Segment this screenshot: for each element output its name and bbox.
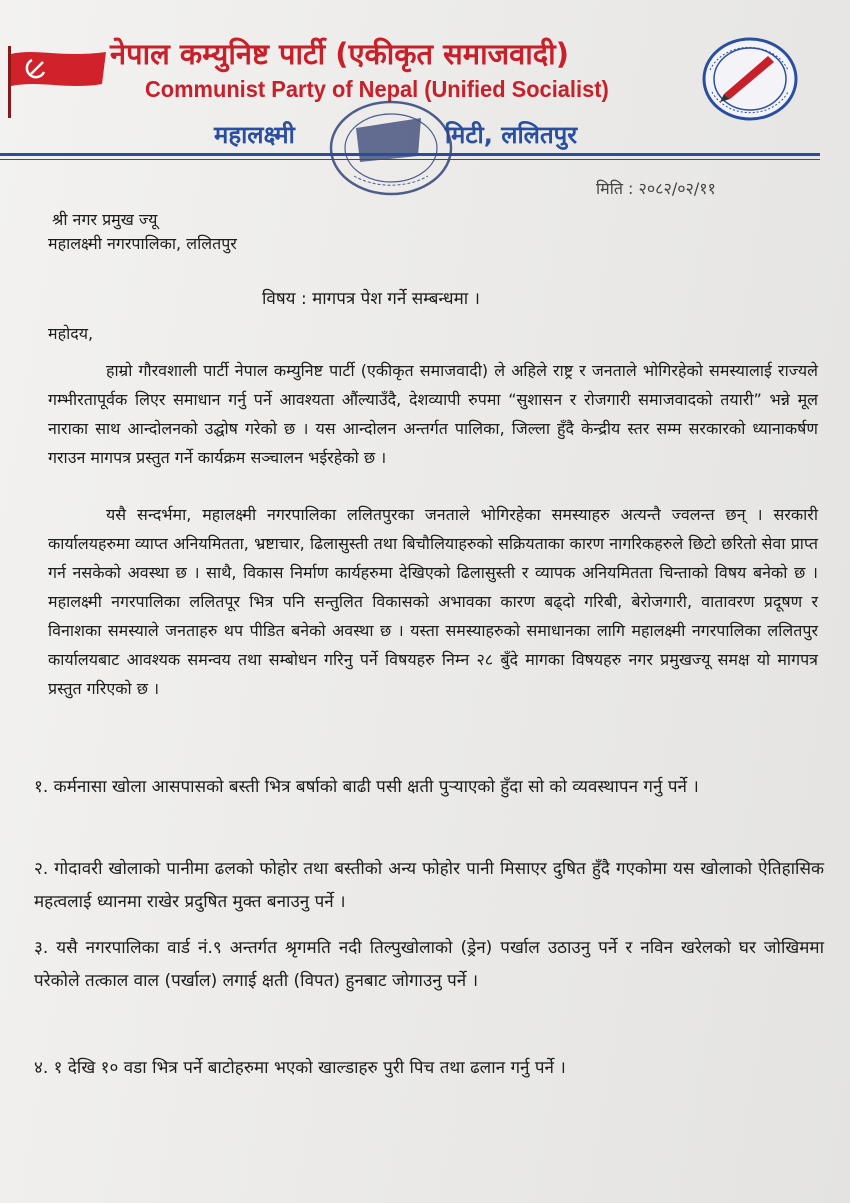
recipient-title: श्री नगर प्रमुख ज्यू (52, 210, 158, 229)
recipient-office: महालक्ष्मी नगरपालिका, ललितपुर (48, 234, 237, 253)
demand-item-1: १. कर्मनासा खोला आसपासको बस्ती भित्र बर्षाको बाढी पसी क्षती पुर्‍याएको हुँदा सो को व्यवस्थापन गर्नु पर्ने । (34, 777, 699, 797)
header-rule (0, 153, 820, 156)
committee-stamp-icon (326, 98, 456, 198)
party-seal-icon (700, 36, 800, 122)
body-paragraph-1: हाम्रो गौरवशाली पार्टी नेपाल कम्युनिष्ट पार्टी (एकीकृत समाजवादी) ले अहिले राष्ट्र र जनताले भोगिरहेको समस्यालाई राज्यले गम्भीरतापूर्वक लिएर समाधान गर्नु पर्ने आवश्यता औंल्याउँदै, देशव्यापी रुपमा “सुशासन र रोजगारी समाजवादको तयारी” भन्ने मूल नाराका साथ आन्दोलनको उद्घोष गरेको छ । यस आन्दोलन अन्तर्गत पालिका, जिल्ला हुँदै केन्द्रीय स्तर सम्म सरकारको ध्यानाकर्षण गराउन मागपत्र प्रस्तुत गर्ने कार्यक्रम सञ्चालन भईरहेको छ । (48, 361, 818, 467)
party-name-english: Communist Party of Nepal (Unified Socialist) (145, 76, 609, 102)
party-name-nepali: नेपाल कम्युनिष्ट पार्टी (एकीकृत समाजवादी) (110, 37, 569, 71)
salutation: महोदय, (48, 324, 94, 343)
letter-date: मिति : २०८२/०२/११ (596, 179, 716, 198)
letter-subject: विषय : मागपत्र पेश गर्ने सम्बन्धमा । (262, 289, 480, 309)
committee-name-right: मिटी, ललितपुर (444, 121, 578, 149)
header-rule-thin (0, 159, 820, 160)
demand-item-2: २. गोदावरी खोलाको पानीमा ढलको फोहोर तथा बस्तीको अन्य फोहोर पानी मिसाएर दुषित हुँदै गएकोमा यस खोलाको ऐतिहासिक महत्वलाई ध्यानमा राखेर प्रदुषित मुक्त बनाउनु पर्ने । (34, 859, 824, 912)
party-flag-icon (6, 44, 110, 120)
demand-item-3: ३. यसै नगरपालिका वार्ड नं.९ अन्तर्गत श्रृगमति नदी तिल्पुखोलाको (ड्रेन) पर्खाल उठाउनु पर्ने र नविन खरेलको घर जोखिममा परेकोले तत्काल वाल (पर्खाल) लगाई क्षती (विपत) हुनबाट जोगाउनु पर्ने । (34, 938, 824, 991)
committee-name-left: महालक्ष्मी (214, 121, 295, 149)
demand-item-4: ४. १ देखि १० वडा भित्र पर्ने बाटोहरुमा भएको खाल्डाहरु पुरी पिच तथा ढलान गर्नु पर्ने । (34, 1058, 566, 1078)
body-paragraph-2: यसै सन्दर्भमा, महालक्ष्मी नगरपालिका ललितपुरका जनताले भोगिरहेका समस्याहरु अत्यन्तै ज्वलन्त छन् । सरकारी कार्यालयहरुमा व्याप्त अनियमितता, भ्रष्टाचार, ढिलासुस्ती तथा बिचौलियाहरुको सक्रियताका कारण नागरिकहरुले छिटो छरितो सेवा प्राप्त गर्न नसकेको अवस्था छ । साथै, विकास निर्माण कार्यहरुमा देखिएको ढिलासुस्ती र व्यापक अनियमितता चिन्ताको विषय बनेको छ । महालक्ष्मी नगरपालिका ललितपूर भित्र पनि सन्तुलित विकासको अभावका कारण बढ्दो गरिबी, बेरोजगारी, वातावरण प्रदूषण र विनाशका समस्याले जनताहरु थप पीडित बनेको अवस्था छ । यस्ता समस्याहरुको समाधानका लागि महालक्ष्मी नगरपालिका ललितपुर कार्यालयबाट आवश्यक समन्वय तथा सम्बोधन गरिनु पर्ने विषयहरु निम्न २८ बुँदे मागका विषयहरु नगर प्रमुखज्यू समक्ष यो मागपत्र प्रस्तुत गरिएको छ । (48, 505, 818, 698)
